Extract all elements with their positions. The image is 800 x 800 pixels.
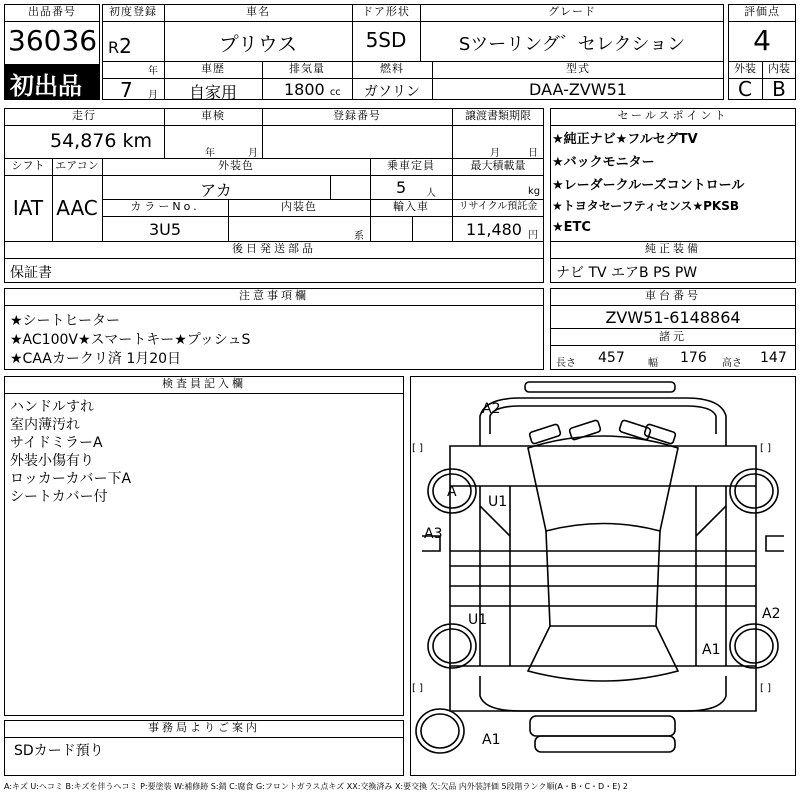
bracket-right-1: [ ] <box>760 443 771 454</box>
car-name: プリウス <box>218 32 298 56</box>
shift: IAT <box>12 196 44 220</box>
load-unit: kg <box>528 186 541 197</box>
inspector-note-1: ハンドルすれ <box>10 399 94 415</box>
specs-label: 諸元 <box>659 330 687 343</box>
later-parts-label: 後日発送部品 <box>232 242 316 255</box>
mileage-unit: km <box>122 130 153 152</box>
inspector-note-6: シートカバー付 <box>10 489 108 505</box>
inspector-label: 検査員記入欄 <box>162 377 246 390</box>
inspector-note-4: 外装小傷有り <box>10 453 94 469</box>
mark-left-side: A3 <box>424 526 443 542</box>
model-label: 型式 <box>566 62 590 75</box>
note-3: ★CAAカークリ済 1月20日 <box>10 351 182 367</box>
history: 自家用 <box>188 83 237 102</box>
recycle-unit: 円 <box>528 230 538 241</box>
first-listing-text: 初出品 <box>10 72 82 100</box>
genuine-label: 純正装備 <box>645 242 701 255</box>
displacement-label: 排気量 <box>289 62 325 75</box>
lot-number: 36036 <box>8 24 98 57</box>
inspection-label: 車検 <box>201 109 225 122</box>
bracket-left-2: [ ] <box>412 683 423 694</box>
inspector-note-5: ロッカーカバー下A <box>10 471 132 487</box>
interior-label: 内装 <box>768 62 790 75</box>
score: 4 <box>753 24 771 57</box>
car-diagram <box>410 376 796 776</box>
era-letter: R <box>108 38 120 57</box>
office-label: 事務局よりご案内 <box>148 721 260 734</box>
chassis-number: ZVW51-6148864 <box>605 308 741 327</box>
displacement <box>284 80 341 99</box>
width: 176 <box>680 350 707 366</box>
exterior-grade: C <box>738 77 752 101</box>
door-type: 5SD <box>365 28 407 52</box>
fuel: ガソリン <box>364 84 420 100</box>
inspector-note-2: 室内薄汚れ <box>10 417 80 433</box>
ext-color: アカ <box>200 181 232 200</box>
fuel-label: 燃料 <box>380 62 404 75</box>
length: 457 <box>598 350 625 366</box>
color-no-label: カラーNo. <box>130 200 200 213</box>
later-parts: 保証書 <box>10 265 52 281</box>
width-label: 幅 <box>648 358 658 369</box>
insp-month-unit: 月 <box>248 148 258 159</box>
reg-year: 2 <box>119 34 132 58</box>
mark-front-left-wheel: A <box>447 484 457 500</box>
mark-front-left-fender: U1 <box>488 494 508 510</box>
note-2: ★AC100V★スマートキー★プッシュS <box>10 332 251 348</box>
note-1: ★シートヒーター <box>10 313 120 329</box>
era <box>108 34 132 58</box>
mark-rear-left-door: U1 <box>468 612 488 628</box>
office-note: SDカード預り <box>14 743 104 759</box>
recycle-label: リサイクル預託金 <box>458 201 538 212</box>
mark-front-bumper: A2 <box>482 401 501 417</box>
ac-label: エアコン <box>55 159 99 172</box>
chassis-label: 車台番号 <box>645 289 701 302</box>
ext-color-label: 外装色 <box>218 159 254 172</box>
capacity: 5 <box>396 178 407 197</box>
interior-grade: B <box>772 77 786 101</box>
recycle: 11,480 <box>466 220 522 239</box>
load-label: 最大積載量 <box>470 159 526 172</box>
transfer-doc-label: 譲渡書類期限 <box>465 109 531 122</box>
exterior-label: 外装 <box>734 62 756 75</box>
mark-rear-bumper: A1 <box>482 732 501 748</box>
import-label: 輸入車 <box>393 200 429 213</box>
mark-rear-right-fender: A1 <box>702 642 721 658</box>
selling-point-4: ★トヨタセーフティセンス★PKSB <box>552 199 739 213</box>
color-no: 3U5 <box>148 220 182 239</box>
height-label: 高さ <box>722 358 742 369</box>
mileage <box>50 130 152 152</box>
aircon: AAC <box>56 196 98 220</box>
capacity-unit: 人 <box>426 188 436 199</box>
grade: Sツーリング゛セレクション <box>458 34 686 55</box>
genuine-equipment: ナビ TV エアB PS PW <box>556 265 698 281</box>
displacement-value: 1800 <box>284 80 325 99</box>
shift-label: シフト <box>11 159 45 172</box>
grade-label: グレード <box>548 5 596 18</box>
selling-point-5: ★ETC <box>552 220 591 235</box>
selling-point-1: ★純正ナビ★フルセグTV <box>552 132 698 147</box>
selling-points-label: セールスポイント <box>617 109 729 122</box>
length-label: 長さ <box>556 358 576 369</box>
selling-point-2: ★バックモニター <box>552 155 655 170</box>
first-reg-label: 初度登録 <box>109 5 157 18</box>
history-label: 車歴 <box>201 62 225 75</box>
mileage-value: 54,876 <box>50 130 117 152</box>
lot-label: 出品番号 <box>28 5 76 18</box>
height: 147 <box>760 350 787 366</box>
reg-number-label: 登録番号 <box>333 109 381 122</box>
mileage-label: 走行 <box>72 109 96 122</box>
bracket-left-1: [ ] <box>412 443 423 454</box>
legend: A:キズ U:ヘコミ B:キズを伴うヘコミ P:要塗装 W:補修跡 S:錆 C:腐食 G:フロントガラス点キズ XX:交換済み X:要交換 欠:欠品 内外装評価 5段階ランク順(A・B・C・D・E) 2 <box>4 782 629 791</box>
model: DAA-ZVW51 <box>529 80 627 99</box>
inspector-note-3: サイドミラーA <box>10 435 103 451</box>
reg-month: 7 <box>120 78 133 102</box>
year-unit: 年 <box>148 66 158 77</box>
insp-year-unit: 年 <box>205 148 215 159</box>
capacity-label: 乗車定員 <box>387 159 435 172</box>
score-label: 評価点 <box>744 5 780 18</box>
int-color-unit: 系 <box>354 231 364 242</box>
displacement-unit: cc <box>329 87 341 98</box>
door-label: ドア形状 <box>362 5 410 18</box>
transfer-month-unit: 月 <box>490 148 500 159</box>
car-name-label: 車名 <box>246 5 270 18</box>
mark-right-side: A2 <box>762 606 781 622</box>
int-color-label: 内装色 <box>281 200 317 213</box>
selling-point-3: ★レーダークルーズコントロール <box>552 178 745 193</box>
notes-label: 注意事項欄 <box>239 289 309 302</box>
month-unit: 月 <box>148 90 158 101</box>
bracket-right-2: [ ] <box>760 683 771 694</box>
transfer-day-unit: 日 <box>528 148 538 159</box>
